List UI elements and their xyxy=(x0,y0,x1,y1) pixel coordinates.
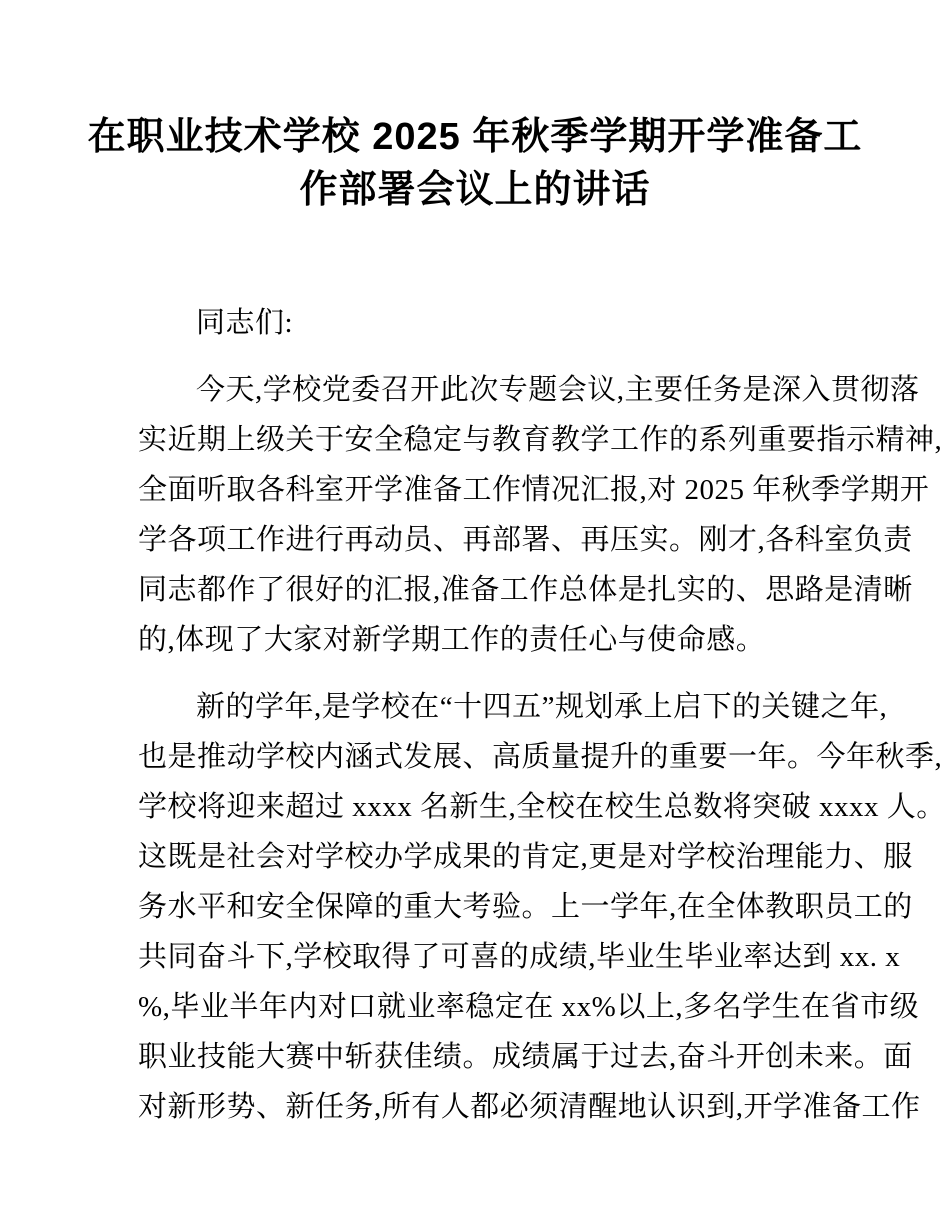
paragraph-line: 对新形势、新任务,所有人都必须清醒地认识到,开学准备工作 xyxy=(138,1091,921,1123)
paragraph-line: 今天,学校党委召开此次专题会议,主要任务是深入贯彻落 xyxy=(196,374,920,406)
document-title xyxy=(0,111,950,217)
paragraph-line: 实近期上级关于安全稳定与教育教学工作的系列重要指示精神, xyxy=(138,424,943,456)
paragraph-line: 的,体现了大家对新学期工作的责任心与使命感。 xyxy=(138,624,766,656)
paragraph-line: 共同奋斗下,学校取得了可喜的成绩,毕业生毕业率达到 xx. x xyxy=(138,941,901,973)
title-line-2: 作部署会议上的讲话 xyxy=(299,169,651,211)
paragraph-line: 职业技能大赛中斩获佳绩。成绩属于过去,奋斗开创未来。面 xyxy=(138,1041,913,1073)
paragraph-1 xyxy=(138,365,943,665)
document-body xyxy=(138,298,946,1132)
paragraph-line: 也是推动学校内涵式发展、高质量提升的重要一年。今年秋季, xyxy=(138,741,943,773)
paragraph-line: 学各项工作进行再动员、再部署、再压实。刚才,各科室负责 xyxy=(138,524,913,556)
paragraph-2 xyxy=(138,682,946,1132)
paragraph-line: 同志都作了很好的汇报,准备工作总体是扎实的、思路是清晰 xyxy=(138,574,913,606)
title-line-1: 在职业技术学校 2025 年秋季学期开学准备工 xyxy=(87,116,863,158)
paragraph-line: 这既是社会对学校办学成果的肯定,更是对学校治理能力、服 xyxy=(138,841,913,873)
paragraph-line: 务水平和安全保障的重大考验。上一学年,在全体教职员工的 xyxy=(138,891,913,923)
salutation-paragraph xyxy=(138,298,818,348)
paragraph-line: 学校将迎来超过 xxxx 名新生,全校在校生总数将突破 xxxx 人。 xyxy=(138,791,946,823)
paragraph-line: 全面听取各科室开学准备工作情况汇报,对 2025 年秋季学期开 xyxy=(138,474,930,506)
paragraph-line: 新的学年,是学校在“十四五”规划承上启下的关键之年, xyxy=(196,691,888,723)
salutation: 同志们: xyxy=(196,307,294,339)
paragraph-line: %,毕业半年内对口就业率稳定在 xx%以上,多名学生在省市级 xyxy=(138,991,920,1023)
